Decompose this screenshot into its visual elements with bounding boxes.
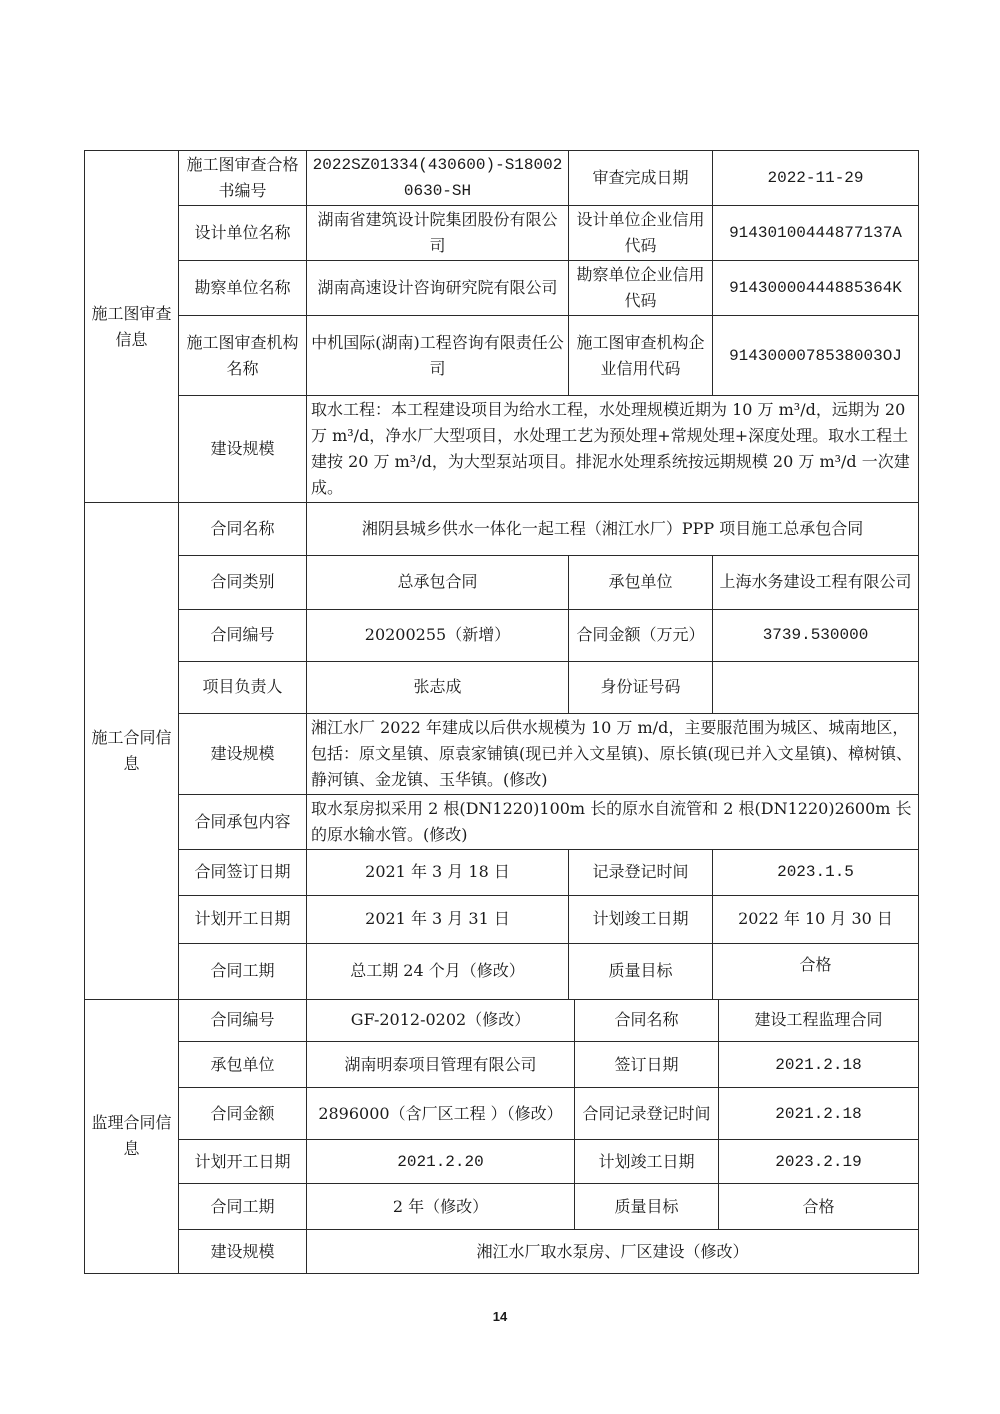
sv-contractor-label: 承包单位 — [179, 1042, 307, 1088]
section-title-construction: 施工合同信息 — [85, 503, 179, 999]
contractor-label: 承包单位 — [569, 555, 713, 609]
sv-scale-value: 湘江水厂取水泵房、厂区建设（修改） — [307, 1230, 919, 1274]
cert-no-label: 施工图审查合格书编号 — [179, 151, 307, 206]
contract-period-label: 合同工期 — [179, 943, 307, 999]
survey-unit-value: 湖南高速设计咨询研究院有限公司 — [307, 261, 569, 316]
quality-target-value: 合格 — [713, 943, 919, 999]
record-time-label: 记录登记时间 — [569, 849, 713, 895]
id-number-value — [713, 661, 919, 713]
contract-content-label: 合同承包内容 — [179, 794, 307, 849]
cert-no-value: 2022SZ01334(430600)-S180020630-SH — [307, 151, 569, 206]
drawing-review-table — [84, 150, 919, 503]
page-number: 14 — [492, 1309, 508, 1324]
survey-unit-label: 勘察单位名称 — [179, 261, 307, 316]
sv-quality-label: 质量目标 — [575, 1184, 719, 1230]
sv-contract-name-value: 建设工程监理合同 — [719, 1000, 919, 1042]
sv-plan-start-label: 计划开工日期 — [179, 1140, 307, 1184]
plan-end-value: 2022 年 10 月 30 日 — [713, 895, 919, 943]
sign-date-label: 合同签订日期 — [179, 849, 307, 895]
contract-name-label: 合同名称 — [179, 503, 307, 555]
sv-period-label: 合同工期 — [179, 1184, 307, 1230]
record-time-value: 2023.1.5 — [713, 849, 919, 895]
review-scale-label: 建设规模 — [179, 396, 307, 503]
design-unit-label: 设计单位名称 — [179, 206, 307, 261]
supervision-contract-table — [84, 1000, 919, 1275]
sign-date-value: 2021 年 3 月 18 日 — [307, 849, 569, 895]
sv-sign-date-value: 2021.2.18 — [719, 1042, 919, 1088]
sv-contractor-value: 湖南明泰项目管理有限公司 — [307, 1042, 575, 1088]
section-title-review: 施工图审查信息 — [85, 151, 179, 503]
contract-no-value: 20200255（新增） — [307, 609, 569, 661]
sv-plan-end-value: 2023.2.19 — [719, 1140, 919, 1184]
plan-start-value: 2021 年 3 月 31 日 — [307, 895, 569, 943]
info-sheet — [84, 150, 918, 1274]
contract-amount-value: 3739.530000 — [713, 609, 919, 661]
sv-contract-no-value: GF-2012-0202（修改） — [307, 1000, 575, 1042]
contract-name-value: 湘阴县城乡供水一体化一起工程（湘江水厂）PPP 项目施工总承包合同 — [307, 503, 919, 555]
sv-plan-start-value: 2021.2.20 — [307, 1140, 575, 1184]
review-org-label: 施工图审查机构名称 — [179, 316, 307, 396]
project-manager-label: 项目负责人 — [179, 661, 307, 713]
survey-credit-label: 勘察单位企业信用代码 — [569, 261, 713, 316]
sv-plan-end-label: 计划竣工日期 — [575, 1140, 719, 1184]
construction-scale-label: 建设规模 — [179, 713, 307, 794]
section-title-supervision: 监理合同信息 — [85, 1000, 179, 1274]
sv-period-value: 2 年（修改） — [307, 1184, 575, 1230]
sv-record-time-label: 合同记录登记时间 — [575, 1088, 719, 1140]
contract-amount-label: 合同金额（万元） — [569, 609, 713, 661]
review-org-credit-value: 9143000078538003OJ — [713, 316, 919, 396]
plan-end-label: 计划竣工日期 — [569, 895, 713, 943]
design-credit-label: 设计单位企业信用代码 — [569, 206, 713, 261]
contract-content-value: 取水泵房拟采用 2 根(DN1220)100m 长的原水自流管和 2 根(DN1220)2600m 长的原水输水管。(修改) — [307, 794, 919, 849]
survey-credit-value: 91430000444885364K — [713, 261, 919, 316]
design-unit-value: 湖南省建筑设计院集团股份有限公司 — [307, 206, 569, 261]
sv-amount-value: 2896000（含厂区工程 ）（修改） — [307, 1088, 575, 1140]
sv-record-time-value: 2021.2.18 — [719, 1088, 919, 1140]
project-manager-value: 张志成 — [307, 661, 569, 713]
sv-sign-date-label: 签订日期 — [575, 1042, 719, 1088]
contractor-value: 上海水务建设工程有限公司 — [713, 555, 919, 609]
design-credit-value: 91430100444877137A — [713, 206, 919, 261]
contract-type-value: 总承包合同 — [307, 555, 569, 609]
id-number-label: 身份证号码 — [569, 661, 713, 713]
construction-contract-table — [84, 503, 919, 1000]
contract-period-value: 总工期 24 个月（修改） — [307, 943, 569, 999]
review-scale-value: 取水工程：本工程建设项目为给水工程，水处理规模近期为 10 万 m³/d，远期为 20 万 m³/d，净水厂大型项目，水处理工艺为预处理+常规处理+深度处理。取水工程土建按 20 万 m³/d，为大型泵站项目。排泥水处理系统按远期规模 20 万 m³/d 一次建成。 — [307, 396, 919, 503]
construction-scale-value: 湘江水厂 2022 年建成以后供水规模为 10 万 m/d，主要服范围为城区、城南地区，包括：原文星镇、原袁家铺镇(现已并入文星镇)、原长镇(现已并入文星镇)、樟树镇、静河镇、金龙镇、玉华镇。(修改) — [307, 713, 919, 794]
completion-date-value: 2022-11-29 — [713, 151, 919, 206]
sv-scale-label: 建设规模 — [179, 1230, 307, 1274]
sv-contract-name-label: 合同名称 — [575, 1000, 719, 1042]
contract-no-label: 合同编号 — [179, 609, 307, 661]
sv-quality-value: 合格 — [719, 1184, 919, 1230]
review-org-value: 中机国际(湖南)工程咨询有限责任公司 — [307, 316, 569, 396]
completion-date-label: 审查完成日期 — [569, 151, 713, 206]
contract-type-label: 合同类别 — [179, 555, 307, 609]
plan-start-label: 计划开工日期 — [179, 895, 307, 943]
review-org-credit-label: 施工图审查机构企业信用代码 — [569, 316, 713, 396]
sv-contract-no-label: 合同编号 — [179, 1000, 307, 1042]
sv-amount-label: 合同金额 — [179, 1088, 307, 1140]
quality-target-label: 质量目标 — [569, 943, 713, 999]
